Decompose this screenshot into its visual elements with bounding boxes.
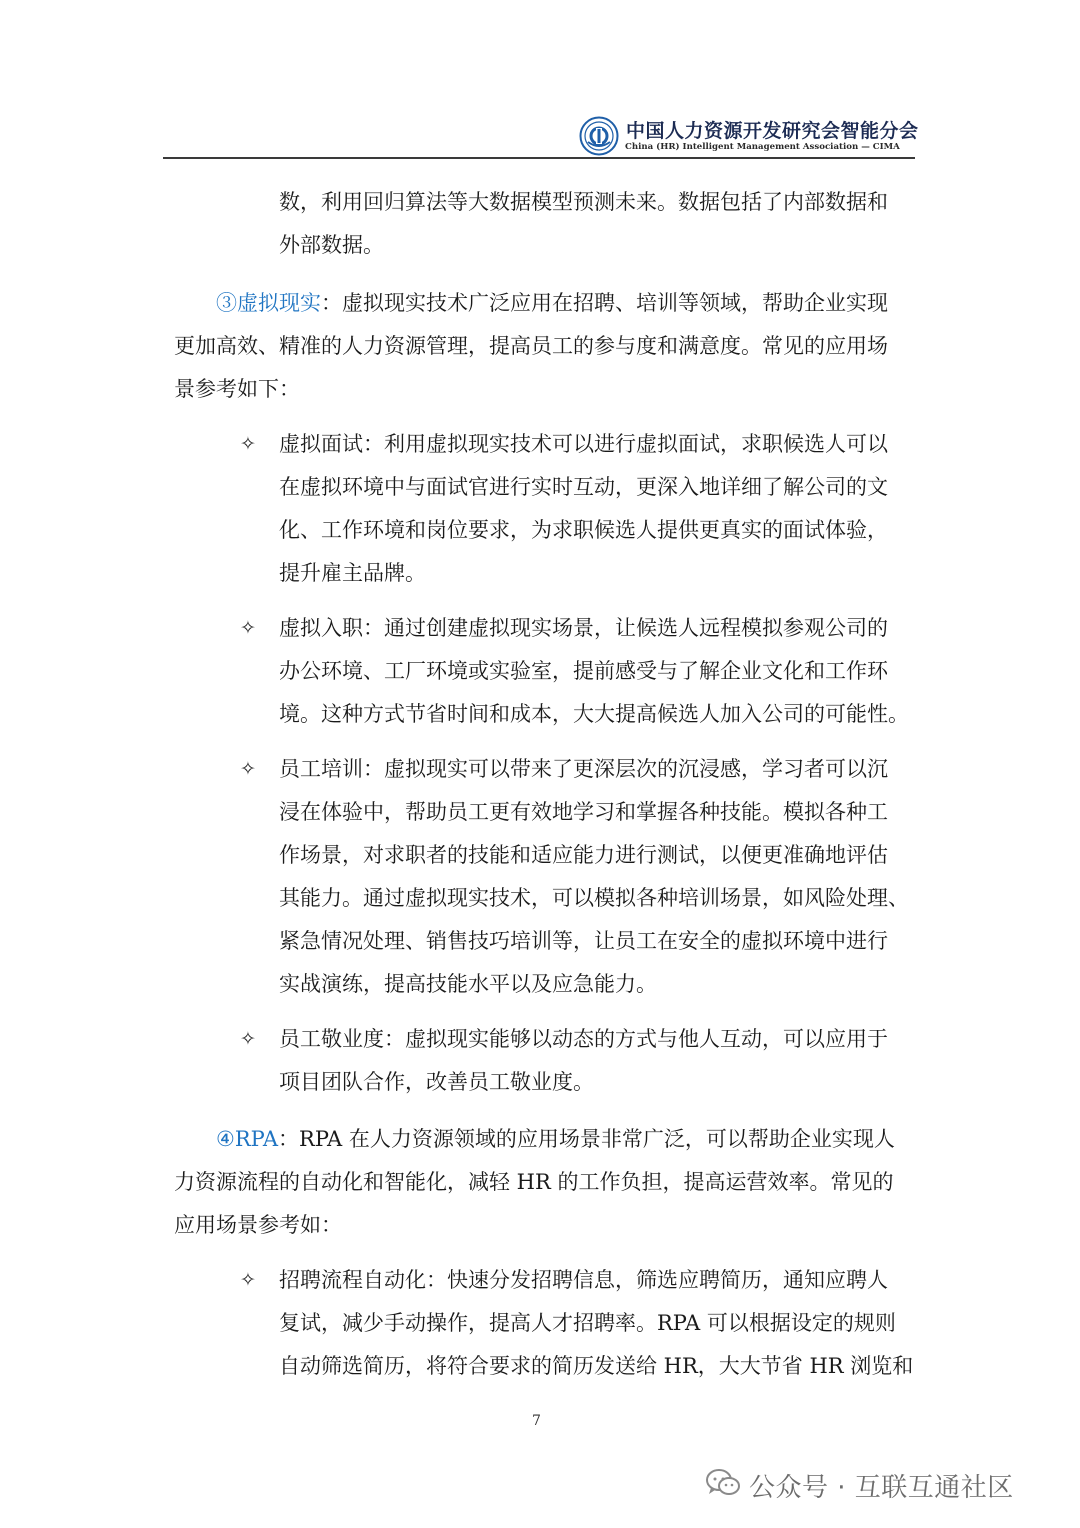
bullet-icon: ✧ — [240, 617, 256, 639]
bullet-icon: ✧ — [240, 758, 256, 780]
list-item-line: 办公环境、工厂环境或实验室，提前感受与了解企业文化和工作环 — [279, 659, 888, 683]
list-item-line: 自动筛选简历，将符合要求的简历发送给 HR，大大节省 HR 浏览和 — [279, 1354, 914, 1378]
list-item-line: 其能力。通过虚拟现实技术，可以模拟各种培训场景，如风险处理、 — [279, 886, 909, 910]
section-label-vr: ③虚拟现实 — [216, 291, 321, 315]
paragraph-line: 更加高效、精准的人力资源管理，提高员工的参与度和满意度。常见的应用场 — [174, 334, 888, 358]
watermark-text: 公众号 · 互联互通社区 — [749, 1473, 1014, 1503]
list-item-line: 项目团队合作，改善员工敬业度。 — [279, 1070, 594, 1094]
list-item-line: 提升雇主品牌。 — [279, 561, 426, 585]
section-label-rpa: ④RPA — [216, 1127, 279, 1151]
bullet-icon: ✧ — [240, 1028, 256, 1050]
header-divider — [163, 157, 915, 159]
list-item-line: 境。这种方式节省时间和成本，大大提高候选人加入公司的可能性。 — [279, 702, 909, 726]
list-item-line: 复试，减少手动操作，提高人才招聘率。RPA 可以根据设定的规则 — [279, 1311, 896, 1335]
paragraph-line: 力资源流程的自动化和智能化，减轻 HR 的工作负担，提高运营效率。常见的 — [174, 1170, 894, 1194]
list-item-line: 浸在体验中，帮助员工更有效地学习和掌握各种技能。模拟各种工 — [279, 800, 888, 824]
list-item-line: 化、工作环境和岗位要求，为求职候选人提供更真实的面试体验， — [279, 518, 888, 542]
paragraph-line: 外部数据。 — [279, 233, 384, 257]
list-item-line: 虚拟面试：利用虚拟现实技术可以进行虚拟面试，求职候选人可以 — [279, 432, 888, 456]
paragraph-line: 景参考如下： — [174, 377, 300, 401]
bullet-icon: ✧ — [240, 1269, 256, 1291]
rpa-intro-line: ④RPA：RPA 在人力资源领域的应用场景非常广泛，可以帮助企业实现人 — [216, 1127, 895, 1151]
list-item-line: 实战演练，提高技能水平以及应急能力。 — [279, 972, 657, 996]
list-item-line: 在虚拟环境中与面试官进行实时互动，更深入地详细了解公司的文 — [279, 475, 888, 499]
cima-logo-icon — [579, 116, 619, 156]
vr-intro-line: ③虚拟现实：虚拟现实技术广泛应用在招聘、培训等领域，帮助企业实现 — [216, 291, 888, 315]
list-item-line: 虚拟入职：通过创建虚拟现实场景，让候选人远程模拟参观公司的 — [279, 616, 888, 640]
list-item-line: 作场景，对求职者的技能和适应能力进行测试，以便更准确地评估 — [279, 843, 888, 867]
list-item-line: 紧急情况处理、销售技巧培训等，让员工在安全的虚拟环境中进行 — [279, 929, 888, 953]
organization-name-cn: 中国人力资源开发研究会智能分会 — [626, 120, 919, 142]
page-header — [163, 112, 919, 160]
paragraph-line: 应用场景参考如： — [174, 1213, 342, 1237]
list-item-line: 员工敬业度：虚拟现实能够以动态的方式与他人互动，可以应用于 — [279, 1027, 888, 1051]
list-item-line: 招聘流程自动化：快速分发招聘信息，筛选应聘简历，通知应聘人 — [279, 1268, 888, 1292]
bullet-icon: ✧ — [240, 433, 256, 455]
page-number: 7 — [532, 1413, 541, 1429]
paragraph-line: 数，利用回归算法等大数据模型预测未来。数据包括了内部数据和 — [279, 190, 888, 214]
wechat-icon — [705, 1468, 741, 1498]
list-item-line: 员工培训：虚拟现实可以带来了更深层次的沉浸感，学习者可以沉 — [279, 757, 888, 781]
organization-name-en: China (HR) Intelligent Management Association — CIMA — [625, 142, 900, 152]
